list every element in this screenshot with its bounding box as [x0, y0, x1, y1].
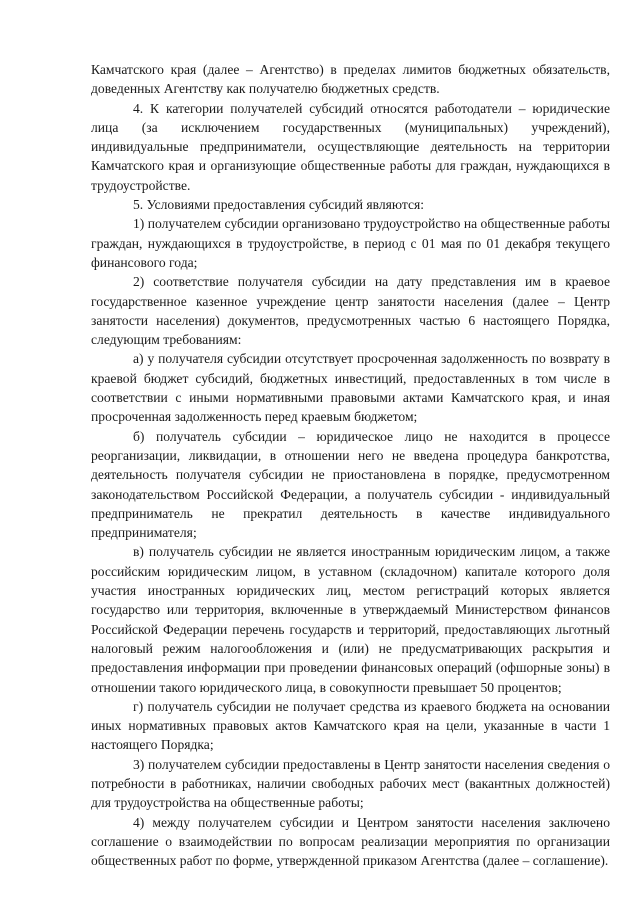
paragraph-requirement-v: в) получатель субсидии не является иностранным юридическим лицом, а также российским юридическим лицом, в уставном (складочном) капитале которого доля участия иностранных юридических лиц, местом регистраций которых является государство или территория, включенные в утверждаемый Министерством финансов Российской Федерации перечень государств и территорий, предоставляющих льготный налоговый режим налогообложения и (или) не предусматривающих раскрытия и предоставления информации при проведении финансовых операций (офшорные зоны) в отношении такого юридического лица, в совокупности превышает 50 процентов; [91, 544, 610, 695]
paragraph-condition-4: 4) между получателем субсидии и Центром занятости населения заключено соглашение о взаимодействии по вопросам реализации мероприятия по организации общественных работ по форме, утвержденной приказом Агентства (далее – соглашение). [91, 814, 610, 869]
paragraph-requirement-g: г) получатель субсидии не получает средства из краевого бюджета на основании иных нормативных правовых актов Камчатского края на цели, указанные в части 1 настоящего Порядка; [91, 698, 610, 753]
paragraph-item-4-recipients: 4. К категории получателей субсидий относятся работодатели – юридические лица (за исключением государственных (муниципальных) учреждений), индивидуальные предприниматели, осуществляющие деятельность на территории Камчатского края и организующие общественные работы для граждан, нуждающихся в трудоустройстве. [91, 100, 610, 193]
paragraph-condition-3: 3) получателем субсидии предоставлены в Центр занятости населения сведения о потребности в работниках, наличии свободных рабочих мест (вакантных должностей) для трудоустройства на общественные работы; [91, 756, 610, 811]
paragraph-continuation: Камчатского края (далее – Агентство) в пределах лимитов бюджетных обязательств, доведенных Агентству как получателю бюджетных средств. [91, 62, 610, 97]
paragraph-requirement-b: б) получатель субсидии – юридическое лицо не находится в процессе реорганизации, ликвидации, в отношении него не введена процедура банкротства, деятельность получателя субсидии не приостановлена в порядке, предусмотренном законодательством Российской Федерации, а получатель субсидии - индивидуальный предприниматель не прекратил деятельность в качестве индивидуального предпринимателя; [91, 428, 610, 541]
paragraph-requirement-a: а) у получателя субсидии отсутствует просроченная задолженность по возврату в краевой бюджет субсидий, бюджетных инвестиций, предоставленных в том числе в соответствии с иными нормативными правовыми актами Камчатского края, и иная просроченная задолженность перед краевым бюджетом; [91, 351, 610, 425]
paragraph-condition-2: 2) соответствие получателя субсидии на дату представления им в краевое государственное казенное учреждение центр занятости населения (далее – Центр занятости населения) документов, предусмотренных частью 6 настоящего Порядка, следующим требованиям: [91, 274, 610, 348]
paragraph-item-5-conditions: 5. Условиями предоставления субсидий являются: [133, 197, 425, 213]
document-body [91, 60, 610, 870]
paragraph-condition-1: 1) получателем субсидии организовано трудоустройство на общественные работы граждан, нуждающихся в трудоустройстве, в период с 01 мая по 01 декабря текущего финансового года; [91, 216, 610, 270]
